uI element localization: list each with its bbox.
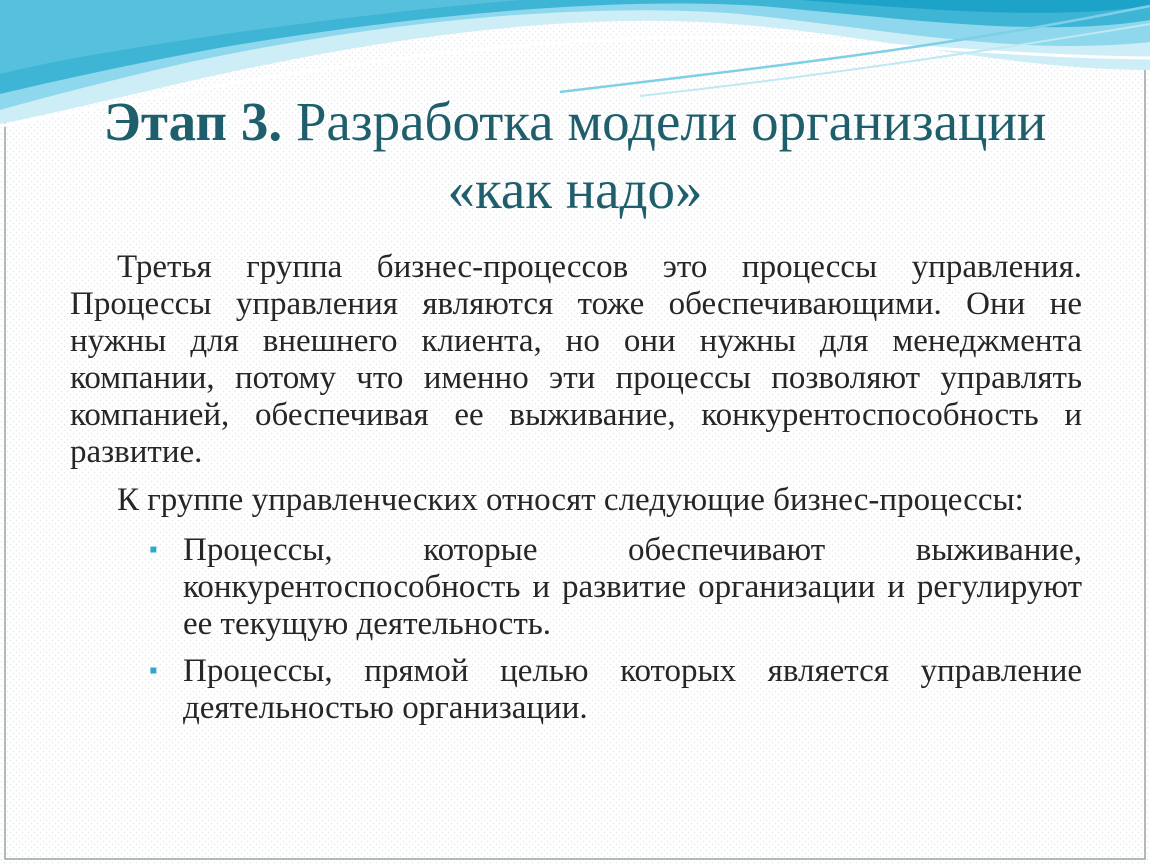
square-bullet-icon: ▪ xyxy=(149,658,158,684)
bullet-item xyxy=(149,532,1082,643)
slide-title xyxy=(60,88,1090,224)
bullet-text: Процессы, прямой целью которых является управление деятельностью организации. xyxy=(183,653,1082,726)
bullet-text: Процессы, которые обеспечивают выживание, конкурентоспособность и развитие организации и регулируют ее текущую деятельность. xyxy=(183,532,1082,642)
title-text: Разработка модели организации «как надо» xyxy=(282,91,1047,220)
bullet-item xyxy=(149,653,1082,727)
square-bullet-icon: ▪ xyxy=(149,537,158,563)
body-paragraph-2: К группе управленческих относят следующие бизнес-процессы: xyxy=(117,482,1024,518)
slide-body xyxy=(70,249,1082,727)
bullet-list xyxy=(70,532,1082,727)
body-paragraph-1: Третья группа бизнес-процессов это процессы управления. Процессы управления являются тоже обеспечивающими. Они не нужны для внешнего клиента, но они нужны для менеджмента компании, потому что именно эти процессы позволяют управлять компанией, обеспечивая ее выживание, конкурентоспособность и развитие. xyxy=(70,249,1082,470)
title-stage-label: Этап 3. xyxy=(103,91,283,152)
